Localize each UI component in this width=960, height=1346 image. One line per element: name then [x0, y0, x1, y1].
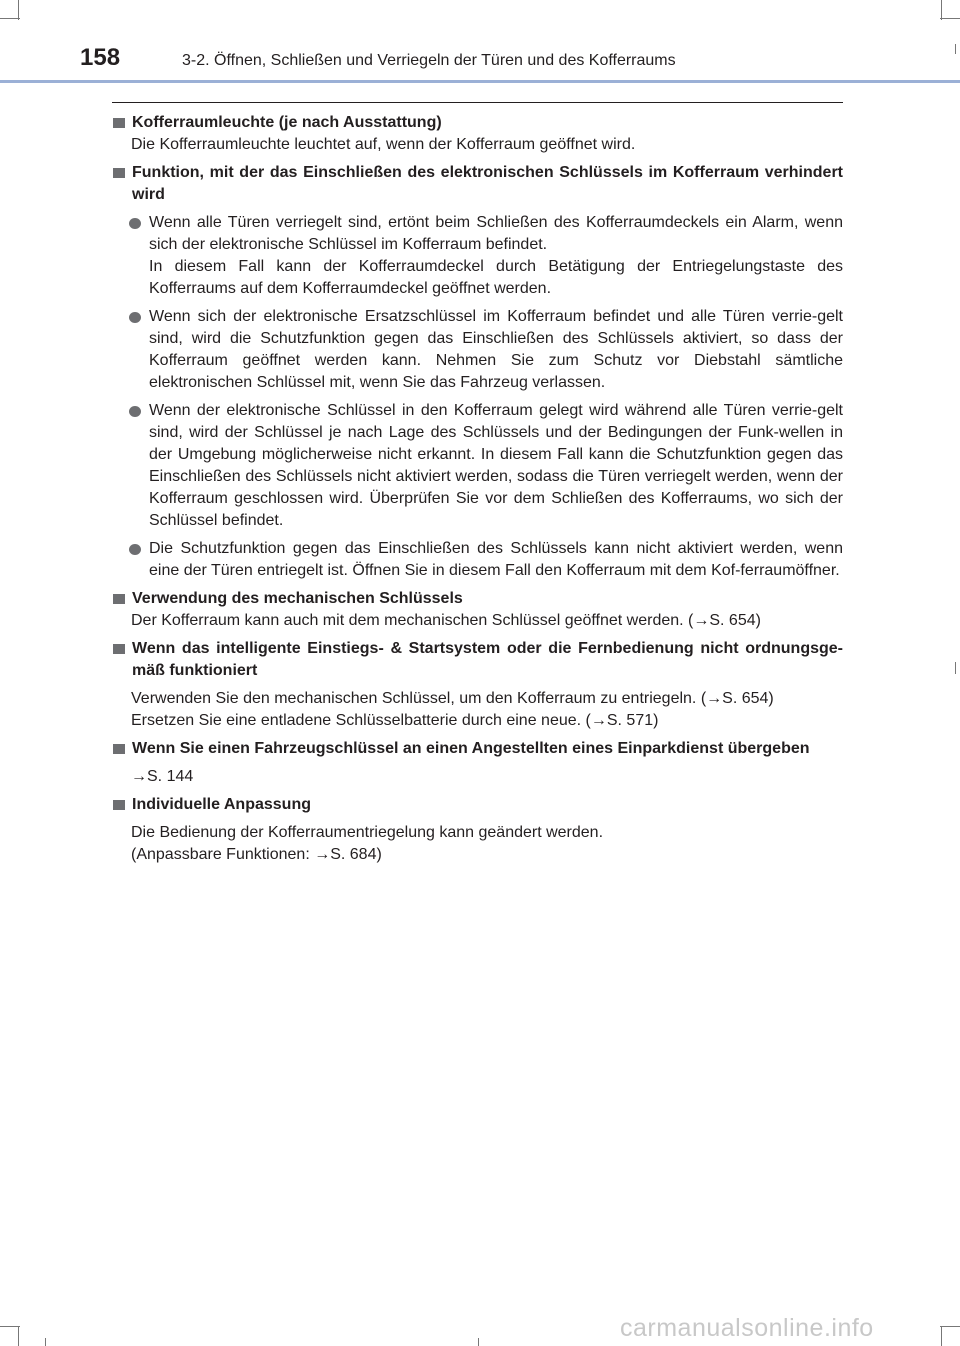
round-bullet-icon — [129, 312, 141, 323]
crop-mark — [940, 18, 960, 19]
section-mechanical-key — [112, 588, 843, 632]
square-bullet-icon — [113, 594, 125, 604]
section-heading: Wenn das intelligente Einstiegs- & Startsystem oder die Fernbedienung nicht ordnungsge-mäß funktioniert — [132, 640, 843, 679]
section-heading: Kofferraumleuchte (je nach Ausstattung) — [132, 114, 442, 131]
section-heading: Funktion, mit der das Einschließen des elektronischen Schlüssels im Kofferraum verhindert wird — [132, 164, 843, 203]
crop-mark — [955, 662, 956, 674]
section-customization — [112, 794, 843, 866]
header-rule — [0, 80, 960, 83]
round-bullet-icon — [129, 218, 141, 229]
crop-mark — [941, 0, 942, 20]
crop-mark — [0, 18, 20, 19]
bullet-item — [129, 538, 843, 582]
square-bullet-icon — [113, 744, 125, 754]
section-paragraph: →S. 144 — [131, 768, 194, 785]
section-paragraph: Ersetzen Sie eine entladene Schlüsselbatterie durch eine neue. (→S. 571) — [131, 712, 659, 729]
crop-mark — [941, 1326, 942, 1346]
section-heading: Individuelle Anpassung — [132, 796, 311, 813]
watermark: carmanualsonline.info — [620, 1314, 874, 1342]
square-bullet-icon — [113, 644, 125, 654]
bullet-text: In diesem Fall kann der Kofferraumdeckel durch Betätigung der Entriegelungstaste des Kofferraums auf dem Kofferraumdeckel geöffnet werden. — [149, 258, 843, 297]
crop-mark — [940, 1326, 960, 1327]
section-rule — [112, 102, 843, 103]
crop-mark — [0, 1326, 20, 1327]
bullet-item — [129, 400, 843, 532]
section-paragraph: Die Kofferraumleuchte leuchtet auf, wenn der Kofferraum geöffnet wird. — [131, 136, 636, 153]
square-bullet-icon — [113, 800, 125, 810]
page-header — [0, 40, 960, 82]
section-heading: Verwendung des mechanischen Schlüssels — [132, 590, 463, 607]
bullet-text: Wenn sich der elektronische Ersatzschlüssel im Kofferraum befindet und alle Türen verrie-gelt sind, wird die Schutzfunktion gegen das Einschließen des Schlüssels aktiviert, so dass der Kofferraum geöffnet werden kann. Nehmen Sie zum Schutz vor Diebstahl sämtliche elektronischen Schlüssel mit, wenn Sie das Fahrzeug verlassen. — [149, 308, 843, 391]
section-paragraph: Die Bedienung der Kofferraumentriegelung kann geändert werden. — [131, 824, 604, 841]
crop-mark — [18, 1326, 19, 1346]
square-bullet-icon — [113, 118, 125, 128]
page-content — [112, 112, 843, 872]
crop-mark — [45, 1338, 46, 1346]
bullet-text: Wenn der elektronische Schlüssel in den Kofferraum gelegt wird während alle Türen verrie-gelt sind, wird der Schlüssel je nach Lage des Schlüssels und der Bedingungen der Funk-wellen in der Umgebung möglicherweise nicht erkannt. In diesem Fall kann die Schutzfunktion gegen das Einschließen des Schlüssels nicht aktiviert werden, sodass die Türen verriegelt werden, wenn der Kofferraum geschlossen wird. Überprüfen Sie vor dem Schließen des Kofferraums, wo sich der Schlüssel befindet. — [149, 402, 843, 529]
section-heading: Wenn Sie einen Fahrzeugschlüssel an einen Angestellten eines Einparkdienst übergeben — [132, 740, 810, 757]
crop-mark — [478, 1338, 479, 1346]
section-lockout-protection — [112, 162, 843, 582]
section-paragraph: Der Kofferraum kann auch mit dem mechanischen Schlüssel geöffnet werden. (→S. 654) — [131, 612, 761, 629]
section-system-malfunction — [112, 638, 843, 732]
square-bullet-icon — [113, 168, 125, 178]
bullet-text: Die Schutzfunktion gegen das Einschließen des Schlüssels kann nicht aktiviert werden, wenn eine der Türen entriegelt ist. Öffnen Sie in diesem Fall den Kofferraum mit dem Kof-ferraumöffner. — [149, 540, 843, 579]
chapter-title: 3-2. Öffnen, Schließen und Verriegeln der Türen und des Kofferraums — [182, 52, 676, 69]
section-valet — [112, 738, 843, 788]
section-paragraph: (Anpassbare Funktionen: →S. 684) — [131, 846, 382, 863]
section-trunk-light — [112, 112, 843, 156]
round-bullet-icon — [129, 406, 141, 417]
round-bullet-icon — [129, 544, 141, 555]
bullet-item — [129, 212, 843, 300]
section-paragraph: Verwenden Sie den mechanischen Schlüssel, um den Kofferraum zu entriegeln. (→S. 654) — [131, 690, 774, 707]
crop-mark — [18, 0, 19, 20]
page-number: 158 — [80, 44, 121, 71]
bullet-text: Wenn alle Türen verriegelt sind, ertönt beim Schließen des Kofferraumdeckels ein Alarm, wenn sich der elektronische Schlüssel im Kofferraum befindet. — [149, 214, 843, 253]
bullet-item — [129, 306, 843, 394]
